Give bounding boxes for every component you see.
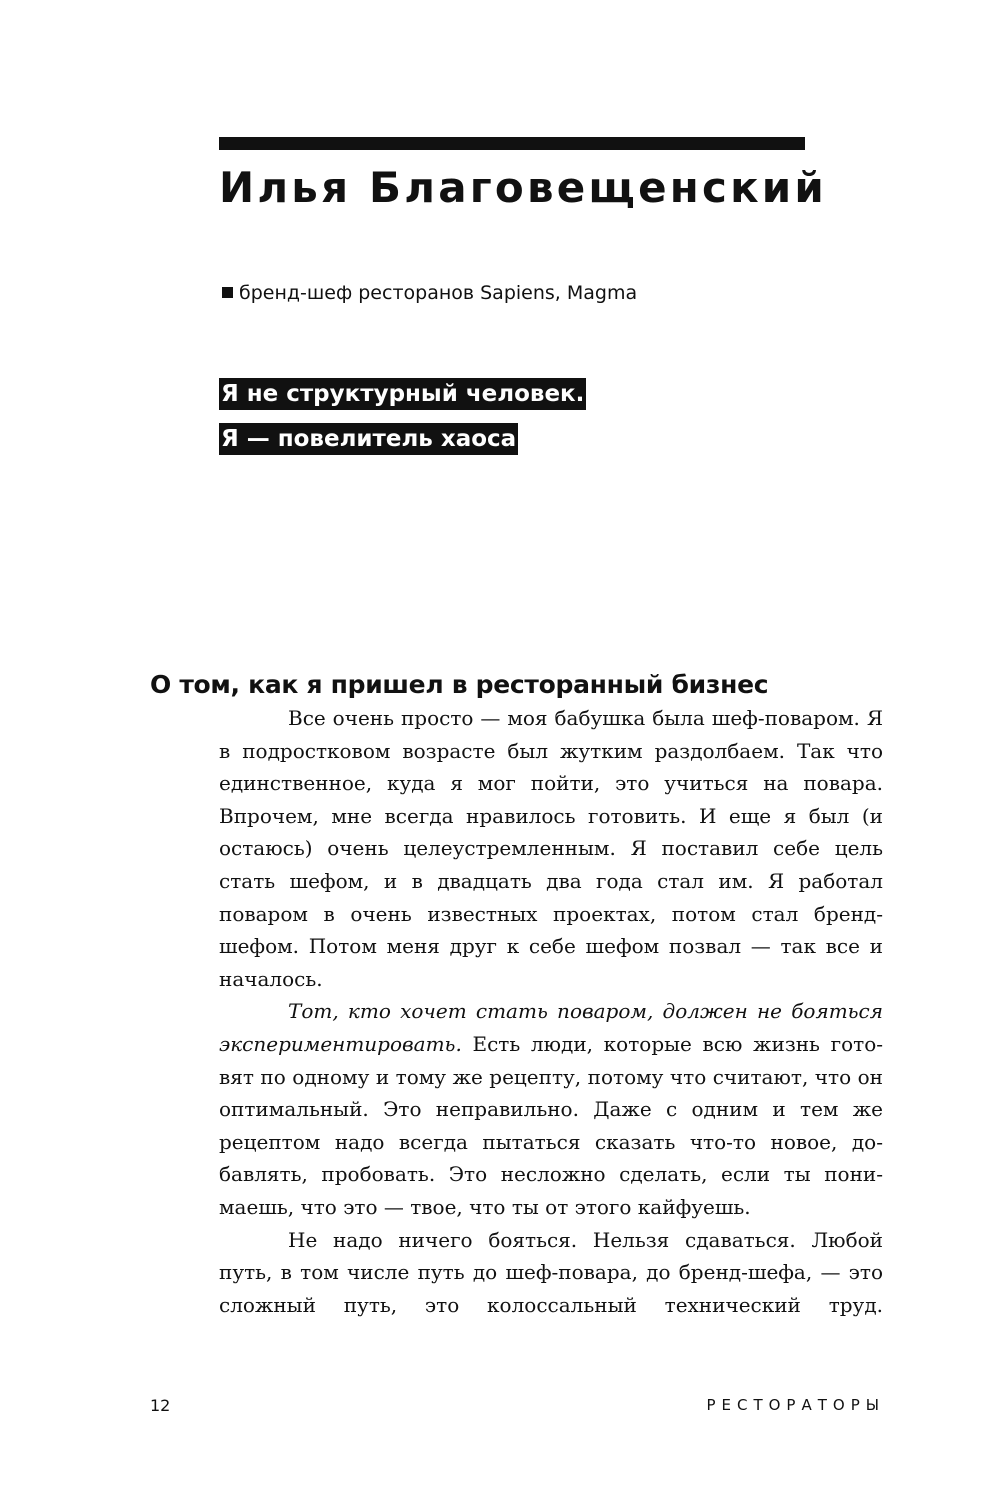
pull-quote: [219, 378, 586, 468]
pull-quote-line-2: Я — повелитель хаоса: [219, 423, 518, 455]
author-name: Илья Благовещенский: [219, 163, 828, 212]
paragraph-1: Все очень просто — моя бабушка была шеф-поваром. Я в подростковом возрасте был жутким раздолбаем. Так что единственное, куда я мог пойти, это учиться на повара. Впрочем, мне всегда нравилось готовить. И еще я был (и остаюсь) очень целеустремленным. Я поставил себе цель стать шефом, и в двадцать два года стал им. Я работал поваром в очень известных проектах, потом стал бренд-шефом. Потом меня друг к себе шефом позвал — так все и началось.: [219, 706, 883, 991]
author-role-text: бренд-шеф ресторанов Sapiens, Magma: [239, 282, 638, 304]
section-title: О том, как я пришел в ресторанный бизнес: [150, 670, 769, 699]
body-text: [219, 702, 883, 1321]
author-role: [222, 279, 637, 307]
page-number: 12: [150, 1396, 171, 1415]
paragraph-3: Не надо ничего бояться. Нельзя сдаваться. Любой путь, в том числе путь до шеф-повара, до бренд-шефа, — это сложный путь, это колоссальный технический труд.: [219, 1227, 883, 1317]
top-rule: [219, 137, 805, 150]
square-bullet-icon: [222, 287, 233, 298]
paragraph-2: [219, 995, 883, 1223]
paragraph-2-italic: Тот, кто хочет стать поваром, должен не бояться экспериментировать.: [219, 999, 883, 1056]
pull-quote-line-1: Я не структурный человек.: [219, 378, 586, 410]
running-head: РЕСТОРАТОРЫ: [706, 1396, 885, 1414]
paragraph-2-text: Есть люди, которые всю жизнь готовят по одному и тому же рецепту, потому что считают, что он оптимальный. Это неправильно. Даже с одним и тем же рецептом надо всегда пытаться сказать что-то новое, добавлять, пробовать. Это несложно сделать, если ты понимаешь, что это — твое, что ты от этого кайфуешь.: [219, 1031, 883, 1219]
